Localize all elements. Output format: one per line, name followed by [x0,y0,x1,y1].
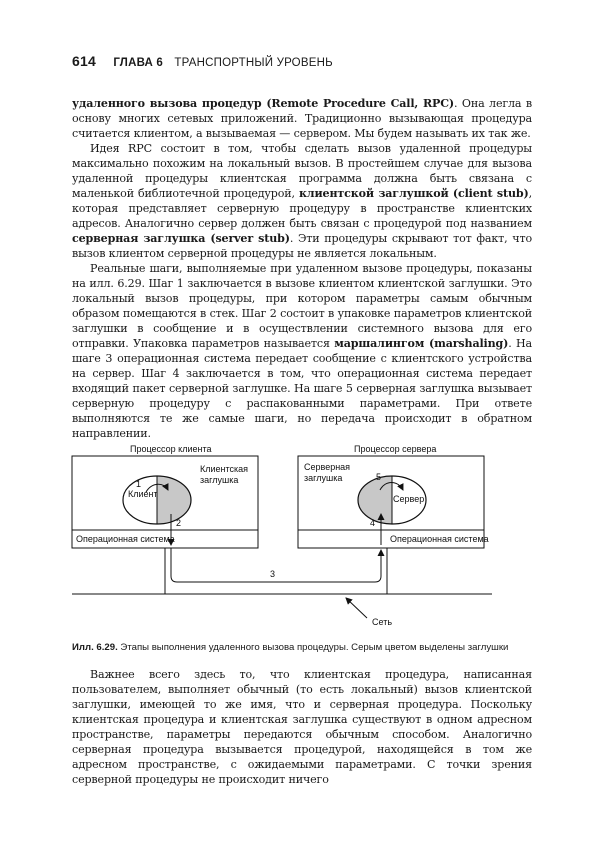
client-stub-term: клиентской заглушкой (client stub) [298,187,529,200]
rpc-term: удаленного вызова процедур (Remote Procedure Call, RPC) [72,97,455,110]
paragraph-rpc-steps: Реальные шаги, выполняемые при удаленном вызове процедуры, показаны на илл. 6.29. Шаг 1 заключается в вызове клиентом клиентской заглушки. Это локальный вызов процедуры, при котором параметры самым обычным образом помещаются в стек. Шаг 2 состоит в упаковке параметров клиентской заглушки в сообщение и в осуществлении системного вызова для его отправки. Упаковка параметров называется маршалингом (marshaling). На шаге 3 операционная система передает сообщение с клиентского устройства на сервер. Шаг 4 заключается в том, что операционная система передает входящий пакет серверной заглушке. На шаге 5 серверная заглушка вызывает серверную процедуру с распакованными параметрами. При ответе выполняются те же самые шаги, но передача происходит в обратном направлении. [72,262,532,440]
body-text-bottom [72,667,532,787]
running-header [72,53,532,71]
chapter-title: ТРАНСПОРТНЫЙ УРОВЕНЬ [174,57,333,69]
client-os-label: Операционная система [76,534,175,544]
server-label: Сервер [393,494,425,504]
step2-label: 2 [176,518,182,528]
server-processor-label: Процессор сервера [354,444,437,454]
client-processor-label: Процессор клиента [130,444,212,454]
client-label: Клиент [128,489,158,499]
paragraph-rpc-idea: Идея RPC состоит в том, чтобы сделать вызов удаленной процедуры максимально похожим на локальный вызов. В простейшем случае для вызова удаленной процедуры клиентская программа должна быть связана с маленькой библиотечной процедурой, клиентской заглушкой (client stub), которая представляет серверную процедуру в пространстве клиентских адресов. Аналогично сервер должен быть связан с процедурой под названием серверная заглушка (server stub). Эти процедуры скрывают тот факт, что вызов клиентом серверной процедуры не является локальным. [72,142,532,260]
step1-label: 1 [136,479,142,489]
step5-label: 5 [376,472,382,482]
paragraph-rpc-intro: удаленного вызова процедур (Remote Procedure Call, RPC). Она легла в основу многих сетевых приложений. Традиционно вызывающая процедура считается клиентом, а вызываемая — сервером. Мы будем называть их так же. [72,97,532,140]
body-text-top [72,96,532,441]
caption-text: Этапы выполнения удаленного вызова процедуры. Серым цветом выделены заглушки [117,642,509,653]
network-pointer [346,598,367,618]
marshaling-term: маршалингом (marshaling) [334,337,509,350]
server-stub-label: Серверная заглушка [304,462,351,483]
caption-label: Илл. 6.29. [72,642,118,653]
paragraph-local-call: Важнее всего здесь то, что клиентская процедура, написанная пользователем, выполняет обычный (то есть локальный) вызов клиентской заглушки, имеющей то же имя, что и серверная процедура. Поскольку клиентская процедура и клиентская заглушка существуют в одном адресном пространстве, параметры передаются обычным способом. Аналогично серверная процедура вызывается процедурой, находящейся в том же адресном пространстве, с ожидаемыми параметрами. С точки зрения серверной процедуры не происходит ничего [72,668,532,786]
step4-label: 4 [370,518,376,528]
step3-path [171,548,381,582]
server-os-label: Операционная система [390,534,489,544]
server-stub-term: серверная заглушка (server stub) [72,232,290,245]
figure-caption [72,642,542,654]
client-stub-label: Клиентская заглушка [200,464,249,485]
network-label: Сеть [372,617,393,627]
page-number: 614 [72,53,96,69]
step3-label: 3 [270,569,276,579]
chapter-label: ГЛАВА 6 [113,57,164,69]
rpc-figure [60,434,540,634]
